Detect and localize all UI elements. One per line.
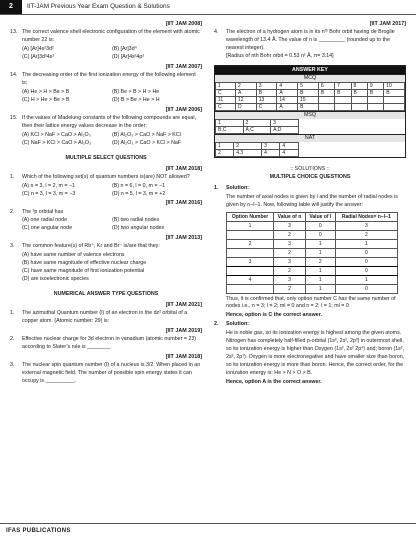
nat-question-1 — [10, 310, 202, 326]
table-cell: 0 — [335, 248, 397, 257]
table-cell: 4 — [280, 149, 298, 156]
option-c: (C) have same magnitude of first ionization potential — [22, 268, 145, 275]
table-cell: 4 — [227, 275, 274, 284]
table-cell: 4 — [277, 82, 298, 89]
table-cell: 1 — [227, 221, 274, 230]
table-cell: 1 — [216, 142, 234, 149]
page-footer — [0, 523, 416, 538]
question-year: [IIT JAM 2008] — [165, 21, 202, 27]
table-cell: 5 — [298, 82, 319, 89]
table-row — [216, 149, 299, 156]
table-cell: 2 — [274, 284, 306, 293]
table-cell: 4 — [262, 149, 280, 156]
question-text — [226, 29, 406, 61]
table-cell — [351, 103, 367, 110]
table-header: Radial Nodes= n−l−1 — [335, 212, 397, 221]
table-cell: B — [335, 89, 351, 96]
question-number: 2. — [10, 208, 15, 215]
header-title: IIT-JAM Previous Year Exam Question & Solutions — [27, 3, 170, 10]
table-row-highlighted — [227, 257, 398, 266]
question-number: 15. — [10, 114, 18, 121]
question-year: [IIT JAM 2021] — [165, 302, 202, 309]
table-cell: A — [277, 89, 298, 96]
table-cell: 1 — [216, 119, 244, 126]
radial-nodes-table — [226, 212, 398, 294]
option-a: (A) [Ar]4s²3d² — [22, 45, 54, 52]
table-row — [227, 221, 398, 230]
table-cell — [335, 103, 351, 110]
footer-divider — [0, 523, 416, 524]
table-cell: 13 — [256, 96, 277, 103]
table-cell — [227, 230, 274, 239]
table-cell: 4.3 — [234, 149, 262, 156]
table-cell: 0 — [335, 266, 397, 275]
table-cell: 3 — [274, 257, 306, 266]
table-cell: 2 — [243, 119, 271, 126]
left-column — [10, 19, 202, 524]
table-cell: 1 — [335, 275, 397, 284]
table-cell: C — [216, 103, 236, 110]
table-row — [227, 239, 398, 248]
table-cell: 0 — [305, 221, 335, 230]
question-year: [IIT JAM 2007] — [165, 63, 202, 70]
option-d: (D) two angular nodes — [112, 225, 165, 232]
option-a: (A) have same number of valence electrons — [22, 252, 125, 259]
options — [10, 217, 202, 233]
answer-key — [214, 65, 406, 158]
question-text: The decreasing order of the first ionization energy of the following element is; — [22, 71, 196, 86]
table-cell: 3 — [262, 142, 280, 149]
table-cell: 1 — [216, 82, 236, 89]
answer-key-nat-table — [215, 142, 299, 157]
solution-number: 1. — [214, 184, 219, 191]
answer-key-mcq-table — [215, 82, 405, 111]
publisher-name: IFAS PUBLICATIONS — [6, 528, 71, 534]
table-cell: 3 — [335, 221, 397, 230]
table-cell: 1 — [305, 275, 335, 284]
question-year: [IIT JAM 2016] — [165, 200, 202, 207]
table-cell: A — [236, 89, 257, 96]
right-column — [214, 19, 406, 524]
table-cell: 7 — [335, 82, 351, 89]
table-row — [216, 103, 405, 110]
table-cell: 1 — [305, 284, 335, 293]
question-year: [IIT JAM 2006] — [165, 106, 202, 113]
table-cell: 9 — [367, 82, 383, 89]
question-year: [IIT JAM 2018] — [165, 165, 202, 172]
option-b: (B) n = 6, l = 0, m = −1 — [112, 182, 165, 189]
option-b: (B) [Ar]3d⁴ — [112, 45, 137, 52]
table-cell: B — [351, 89, 367, 96]
table-cell: 3 — [271, 119, 299, 126]
answer-key-nat-label: NAT — [215, 134, 405, 142]
table-row-highlighted — [227, 266, 398, 275]
options — [10, 252, 202, 284]
option-b: (B) Al₂O₃ > CaO > NaF > KCl — [112, 131, 181, 138]
option-a: (A) one radial node — [22, 217, 68, 224]
table-cell: 8 — [351, 82, 367, 89]
table-cell: 10 — [384, 82, 405, 89]
table-cell — [351, 96, 367, 103]
question-text: The ³p orbital has — [22, 208, 64, 215]
question-14 — [10, 72, 202, 88]
question-text: Which of the following set(s) of quantum numbers is(are) NOT allowed? — [22, 173, 190, 180]
option-c: (C) H > He > Be > B — [22, 96, 70, 103]
question-body: The electron of a hydrogen atom is in its nᵗʰ Bohr orbit having de Broglie wavelength of 13.4 Å. The value of n is _________ (rounded up to the nearest integer). — [226, 29, 395, 51]
table-cell: 1 — [335, 239, 397, 248]
msq-question-3 — [10, 243, 202, 251]
table-cell: 14 — [277, 96, 298, 103]
table-cell: B,C — [216, 126, 244, 133]
msq-question-2 — [10, 209, 202, 217]
table-row — [227, 248, 398, 257]
table-cell: B — [298, 103, 319, 110]
table-cell: 2 — [216, 149, 234, 156]
table-cell: 15 — [298, 96, 319, 103]
table-cell — [227, 248, 274, 257]
question-year: [IIT JAM 2017] — [369, 21, 406, 27]
table-cell: 1 — [305, 239, 335, 248]
options — [10, 132, 202, 148]
table-cell: B — [384, 89, 405, 96]
question-number: 4. — [214, 29, 219, 36]
solution-2-text: He is noble gas, so its ionization energy is highest among the given atoms. Nitrogen has completely half-filled p-orbital (1s², 2s², 2p³) in outermost shell, so its ionization energy is higher than Oxygen (1s², 2s² 2p⁴) and; boron (1s², 2s², 2p¹). Oxygen is more electronegative and have smaller size than boron, so its ionization energy is more than boron. Hence, the correct order, for the ionization energy is: He > N > O > B. — [226, 330, 405, 376]
table-cell — [384, 103, 405, 110]
table-cell: 2 — [335, 230, 397, 239]
options — [10, 89, 202, 105]
answer-key-title: ANSWER KEY — [215, 66, 405, 74]
solution-1-header — [214, 185, 406, 193]
solution-2-header — [214, 321, 406, 329]
question-text: The nuclear spin quantum number (I) of a nucleus is 3/2. When placed in an external magnetic field. The number of possible spin energy states it can occupy is __________. — [22, 362, 201, 385]
table-cell: 0 — [305, 230, 335, 239]
question-note: [Radius of nth Bohr orbit = 0.53 n² Å, π= 3.14] — [226, 52, 334, 59]
solution-1-after: Thus, it is confirmed that, only option number C has the same number of nodes i.e., n = 3; l = 2; ml = 0 and n = 2; l = 1; ml = 0 — [226, 295, 396, 310]
table-cell — [318, 103, 334, 110]
question-text: The common feature(s) of Rb⁺, Kr and Br⁻ is/are that they: — [22, 243, 160, 250]
answer-key-msq-label: MSQ — [215, 111, 405, 119]
table-cell: A,C — [243, 126, 271, 133]
table-cell: 2 — [274, 230, 306, 239]
table-cell: 3 — [274, 275, 306, 284]
table-cell: B — [256, 89, 277, 96]
table-cell: B — [367, 89, 383, 96]
nat-question-4 — [214, 29, 406, 61]
option-b: (B) Be > B > H > He — [112, 88, 160, 95]
question-number: 1. — [10, 310, 15, 317]
header-divider — [0, 14, 416, 15]
table-cell: 3 — [274, 221, 306, 230]
solution-label: Solution: — [226, 321, 249, 328]
solution-1-conclusion: Hence, option is C the correct answer. — [226, 312, 322, 319]
table-row — [216, 96, 405, 103]
options — [10, 46, 202, 62]
table-row — [227, 284, 398, 293]
table-cell: 6 — [318, 82, 334, 89]
question-number: 3. — [10, 362, 15, 369]
section-title-nat: NUMERICAL ANSWER TYPE QUESTIONS — [53, 291, 159, 298]
option-a: (A) He > H > Be > B — [22, 88, 70, 95]
table-row — [216, 126, 299, 133]
answer-key-mcq-label: MCQ — [215, 74, 405, 82]
solutions-title: :: SOLUTIONS :: — [290, 165, 330, 172]
table-cell — [227, 266, 274, 275]
table-cell: 2 — [274, 266, 306, 275]
answer-key-msq-table — [215, 119, 299, 134]
table-cell: 12 — [236, 96, 257, 103]
question-number: 2. — [10, 336, 15, 343]
page-header — [0, 0, 416, 16]
table-cell — [318, 96, 334, 103]
table-cell: 2 — [236, 82, 257, 89]
table-cell: D — [236, 103, 257, 110]
option-a: (A) n = 3, l = 2, m = −1 — [22, 182, 75, 189]
table-cell: 0 — [335, 284, 397, 293]
table-cell: 4 — [280, 142, 298, 149]
table-row — [227, 275, 398, 284]
question-text: If the values of Madelung constants of the following compounds are equal, then their lattice energy values decrease in the order: — [22, 114, 197, 129]
table-cell — [384, 96, 405, 103]
solution-label: Solution: — [226, 184, 249, 191]
table-cell: 3 — [256, 82, 277, 89]
table-cell: 3 — [227, 257, 274, 266]
question-number: 13. — [10, 29, 18, 36]
question-year: [IIT JAM 2019] — [165, 328, 202, 335]
question-15 — [10, 115, 202, 131]
table-cell: C — [256, 103, 277, 110]
table-row — [216, 82, 405, 89]
table-cell — [227, 284, 274, 293]
option-b: (B) two radial nodes — [112, 217, 160, 224]
section-title-msq: MULTIPLE SELECT QUESTIONS — [65, 154, 147, 161]
option-d: (D) Al₂O₃ > CaO > KCl > NaF — [112, 139, 182, 146]
table-cell: 1 — [305, 266, 335, 275]
table-cell: 2 — [234, 142, 262, 149]
nat-question-2 — [10, 336, 202, 352]
option-b: (B) have same magnitude of effective nuclear charge — [22, 260, 147, 267]
question-13 — [10, 29, 202, 45]
question-year: [IIT JAM 2018] — [165, 354, 202, 361]
option-c: (C) NaF > KCl > CaO > Al₂O₃ — [22, 139, 92, 146]
options — [10, 183, 202, 199]
solution-number: 2. — [214, 321, 219, 328]
table-row — [216, 119, 299, 126]
solution-1-text: The number of axial nodes is given by l and the number of radial nodes is given by n−l−1. Now, following table will justify the answer: — [226, 193, 398, 208]
table-cell: 2 — [227, 239, 274, 248]
table-cell: B — [318, 89, 334, 96]
table-cell: A — [277, 103, 298, 110]
option-d: (D) are isoelectronic species — [22, 276, 89, 283]
table-cell: 2 — [305, 257, 335, 266]
option-a: (A) KCl > NaF > CaO > Al₂O₃ — [22, 131, 91, 138]
table-header: Option Number — [227, 212, 274, 221]
table-cell: C — [216, 89, 236, 96]
option-d: (D) [Ar]4s²4p² — [112, 53, 145, 60]
table-cell — [367, 103, 383, 110]
solution-2-conclusion: Hence, option A is the correct answer. — [226, 378, 322, 385]
question-text: The azimuthal Quantum number (l) of an electron in the dz² orbital of a copper atom. (Atomic number: 29) is: — [22, 310, 188, 325]
table-cell: A,D — [271, 126, 299, 133]
table-cell: B — [298, 89, 319, 96]
question-text: The correct valence shell electronic configuration of the element with atomic number 22 is: — [22, 29, 200, 44]
nat-question-3 — [10, 362, 202, 386]
table-cell: 3 — [274, 239, 306, 248]
table-row — [216, 89, 405, 96]
question-number: 14. — [10, 71, 18, 78]
solutions-subtitle: MULTIPLE CHOICE QUESTIONS — [269, 173, 351, 180]
table-header-row — [227, 212, 398, 221]
table-row — [216, 142, 299, 149]
msq-question-1 — [10, 174, 202, 182]
table-cell: 11 — [216, 96, 236, 103]
option-d: (D) n = 5, l = 3, m = +2 — [112, 190, 166, 197]
page-number: 2 — [0, 0, 22, 14]
option-c: (C) [Ar]3d²4s² — [22, 53, 55, 60]
table-cell: 0 — [335, 257, 397, 266]
table-cell — [335, 96, 351, 103]
table-header: Value of n — [274, 212, 306, 221]
question-year: [IIT JAM 2013] — [165, 235, 202, 242]
table-cell — [367, 96, 383, 103]
option-d: (D) B > Be > He > H — [112, 96, 160, 103]
table-cell: 2 — [274, 248, 306, 257]
question-text: Effective nuclear charge for 3d electron in vanadium (atomic number = 23) according to Slater’s rule is ________ — [22, 336, 197, 351]
table-row — [227, 230, 398, 239]
question-number: 1. — [10, 173, 15, 180]
question-number: 3. — [10, 243, 15, 250]
table-cell: 1 — [305, 248, 335, 257]
option-c: (C) one angular node — [22, 225, 73, 232]
option-c: (C) n = 3, l = 3, m = −3 — [22, 190, 76, 197]
table-header: Value of l — [305, 212, 335, 221]
